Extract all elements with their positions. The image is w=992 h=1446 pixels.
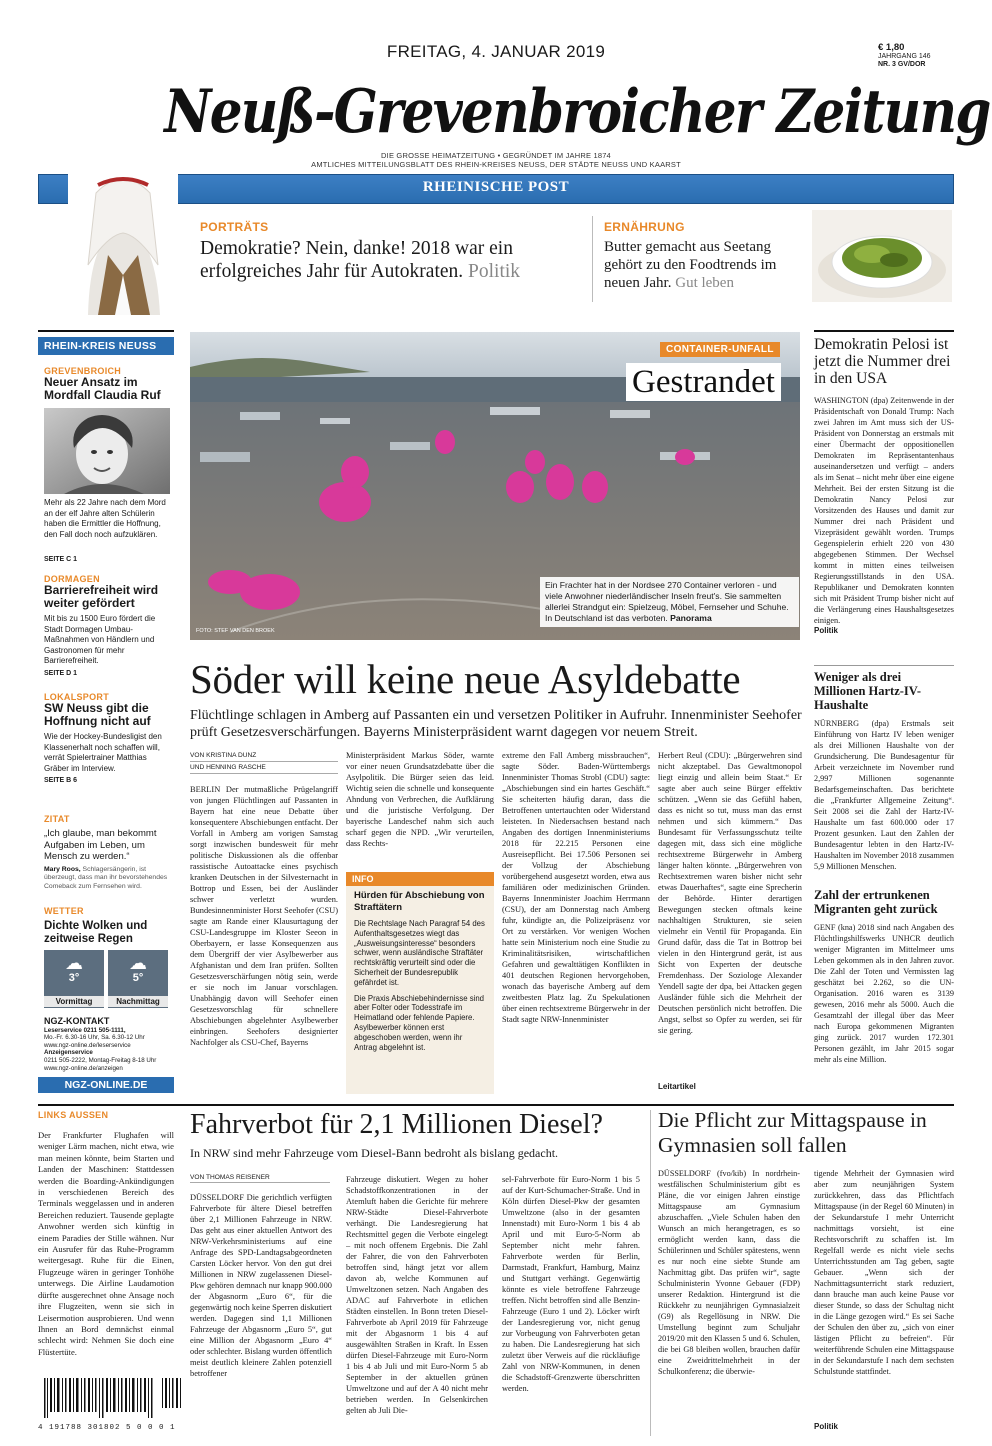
lead-column-2: Ministerpräsident Markus Söder, warnte vor einer neuen Grundsatzdebatte über die Asylpolitik. Die Bürger seien das leid. Wichtig seien die schnelle und konsequente Ahndung von Verbrechen, die Aufklärung und die juristische Verfolgung. Der bayerische Landeschef nahm sich auch scharf gegen die NPD. „Wir verurteilen, dass Rechts- <box>346 751 494 848</box>
left-item-kicker: LOKALSPORT <box>44 692 109 702</box>
lead-byline-1: VON KRISTINA DUNZ <box>190 750 338 762</box>
links-aussen-text: Der Frankfurter Flughafen will weniger Lärm machen, nicht etwa, wie man meinen könnte, beim Starten und Landen der Maschinen: Stattdessen werden die Boarding-Ankündigungen in verschiedenen Bereich des Terminals weggelassen und in anderen Bereichen reduziert. Tausende geplagte Anwohner werden sich künftig in einem Paradies der Stille wähnen. Nur ein Ausrufer für das Ruhe-Programm weitergesagt. Ruhe für die Einen, Flugzeuge wären in geringer Tonhöhe unterwegs. Die Airline Laudamotion dürfte ausgerechnet ohne Ansage noch ihre Flugzeiten, wenn sie sich in Leisermotion ausprobieren. Und wenn Ihnen an Bord demnächst einmal schlecht wird: Nehmen Sie doch eine Flüstertüte. <box>38 1130 174 1357</box>
zitat-author-text: Schlagersängerin, ist überzeugt, dass man ihr bevorstehendes Comeback zum Fernsehen wird. <box>44 865 168 890</box>
diesel-column-1: DÜSSELDORF Die gerichtlich verfügten Fahrverbote für ältere Diesel betreffen über 2,1 Millionen Fahrzeuge in NRW. Das geht aus einer aktuellen Antwort des NRW-Verkehrsministeriums auf eine Anfrage des SPD-Landtagsabgeordneten Carsten Löcker hervor. Von den gut drei Millionen in NRW zugelassenen Diesel-Pkw gehören demnach nur knapp 900.000 der Abgasnorm „Euro 6“, für die gegenwärtig noch keine Sperren diskutiert werden. Dagegen sind 1,1 Millionen Fahrzeuge der Abgasnorm „Euro 5“, gut eine Million der Abgasnorm „Euro 4“ oder schlechter. Bislang wurden öffentlich meist deutlich kleinere Zahlen potenziell betroffener <box>190 1193 332 1378</box>
weather-morning-temp: 3° <box>68 972 80 984</box>
diesel-headline[interactable]: Fahrverbot für 2,1 Millionen Diesel? <box>190 1109 603 1140</box>
teaser-divider <box>592 216 593 302</box>
rain-cloud-icon: ☁ <box>129 953 147 973</box>
diesel-column-3: sel-Fahrverbote für Euro-Norm 1 bis 5 auf der Kurt-Schumacher-Straße. Und in Köln dürfen Diesel-Pkw der gesamten Umweltzone (also in der gesamten Innenstadt) mit Euro-Norm 1 bis 4 ab April und mit Euro-5-Norm ab September nicht mehr fahren. Fahrverbote werden für Berlin, Darmstadt, Frankfurt, Hamburg, Mainz und Stuttgart verhängt. Gegenwärtig könnte es viele betroffene Fahrzeuge treffen. Nicht betroffen sind alle Benzin-Fahrzeuge (Euro 1 und 2). Löcker wirft der Landesregierung vor, nicht genug zur Vorbeugung von Fahrverboten getan zu haben. Die Landesregierung hat sich zuletzt über Verweis auf die rückläufige Zahl von NRW-Kommunen, in denen die Schadstoff-Grenzwerte überschritten werden. <box>502 1175 640 1393</box>
teaser-ernaehrung[interactable] <box>604 220 804 292</box>
left-item-dormagen[interactable] <box>44 574 172 677</box>
ngz-contact <box>44 1018 172 1072</box>
pelosi-text: WASHINGTON (dpa) Zeitenwende in der Präsidentschaft von Donald Trump: Nach zwei Jahren im Amt muss sich der US-Präsident von Donnerstag an erstmals mit einer Übermacht der oppositionellen Demokraten im Repräsentantenhaus auseinandersetzen und verfügt – anders als im Senat – nicht mehr über eine eigene Mehrheit. Bei der ersten Sitzung ist die Demokratin Nancy Pelosi zur Vorsitzenden des Hauses und damit zur Nummer drei nach Präsident und Vizepräsident gewählt worden. Trumps Gegenspielerin erhielt 220 von 430 abgegebenen Stimmen. Der Wechsel kommt in mitten eines teilweisen Regierungsstillstands in den USA. Republikaner und Demokraten konnten sich mit Präsident Trump bisher nicht auf die Verlängerung eines Haushaltsgesetzes einigen. <box>814 396 954 625</box>
contact-line: Anzeigenservice <box>44 1049 93 1057</box>
zitat-author: Mary Roos, <box>44 865 81 873</box>
price-block <box>878 44 931 70</box>
mittag-headline[interactable]: Die Pflicht zur Mittagspause in Gymnasien soll fallen <box>658 1108 927 1157</box>
lead-byline <box>190 750 338 774</box>
lead-column-4-ref: Leitartikel <box>658 1082 696 1091</box>
newspaper-title: Neuß-Grevenbroicher Zeitung <box>164 77 990 147</box>
weather-title: Dichte Wolken und zeitweise Regen <box>44 920 148 945</box>
left-item-text: Mehr als 22 Jahre nach dem Mord an der elf Jahre alten Schülerin haben die Ermittler die Hoffnung, den Fall doch noch aufzuklären. <box>44 498 166 539</box>
left-item-title: Barrierefreiheit wird weiter gefördert <box>44 583 159 610</box>
migranten-article[interactable] <box>814 888 954 1065</box>
weather-afternoon-temp: 5° <box>132 972 144 984</box>
left-item-text: Mit bis zu 1500 Euro fördert die Stadt Dormagen Umbau-Maßnahmen von Händlern und Gastronomen für mehr Barrierefreiheit. <box>44 614 156 665</box>
diesel-column-2: Fahrzeuge diskutiert. Wegen zu hoher Schadstoffkonzentrationen in der Atemluft haben die Gerichte für mehrere NRW-Städte Diesel-Fahrverbote verhängt. Die Landesregierung hat Rechtsmittel gegen die Verbote eingelegt – mit noch offenem Ergebnis. Die Zahl der Fahrer, die von den Fahrverboten betroffen sind, hängt jetzt vor allem davon ab, welche Kommunen auf Umweltzonen setzen. Nach Angaben des ADAC auf Fahrverbote in etlichen Städten einstellen. In Bonn treten Diesel-Fahrverbote ab April 2019 für Fahrzeuge mit der Abgasnorm 1 bis 4 auf ausgewählten Straßen in Kraft. In Essen dürfen Diesel-Fahrzeuge mit Euro-Norm 1 bis 4 ab Juli und mit Euro-Norm 5 ab September in der aktuellen grünen Umweltzone und auf der A 40 nicht mehr betrieben werden. In Gelsenkirchen gelten ab Juli Die- <box>346 1175 488 1415</box>
barcode-number: 4 191788 301802 5 0 0 0 1 <box>38 1424 176 1432</box>
left-item-kicker: GREVENBROICH <box>44 366 122 376</box>
info-kicker: INFO <box>346 872 494 886</box>
teaser-section: Gut leben <box>675 275 734 291</box>
partner-name: RHEINISCHE POST <box>422 179 570 195</box>
contact-line: 0211 505-2222, Montag-Freitag 8-18 Uhr <box>44 1056 157 1064</box>
tagline-2: AMTLICHES MITTEILUNGSBLATT DES RHEIN-KREISES NEUSS, DER STÄDTE NEUSS UND KAARST <box>311 160 681 169</box>
teaser-section: Politik <box>468 261 521 282</box>
barcode-graphic <box>38 1378 188 1420</box>
weather-afternoon-label: Nachmittag <box>108 996 168 1007</box>
left-column-top-rule <box>38 330 174 332</box>
website-link[interactable]: NGZ-ONLINE.DE <box>38 1077 174 1093</box>
hartz-text: NÜRNBERG (dpa) Erstmals seit Einführung von Hartz IV leben weniger als drei Millionen Haushalte von der Grundsicherung. Die Bundesagentur für Arbeit verzeichnete im November rund 2,997 Millionen sogenannte Bedarfsgemeinschaften. Das berichtete die „Frankfurter Allgemeine Zeitung“. Seit 2008 sei die Zahl der Hartz-IV-Haushalte um fast 600.000 oder 17 Prozent gesunken. Laut den Zahlen der Bundesagentur lebten in den Hartz-IV-Haushalten im November 2018 zusammen 5,9 Millionen Menschen. <box>814 719 954 871</box>
photo-kicker: CONTAINER-UNFALL <box>660 342 780 357</box>
rain-cloud-icon: ☁ <box>65 953 83 973</box>
mittag-ref: Politik <box>814 1422 839 1431</box>
volume: JAHRGANG 146 <box>878 52 931 60</box>
photo-caption <box>540 577 799 627</box>
contact-title: NGZ-KONTAKT <box>44 1016 110 1026</box>
lead-column-4: Herbert Reul (CDU): „Bürgerwehren sind nicht akzeptabel. Das Gewaltmonopol liegt einzig und allein beim Staat.“ Er sagte aber auch seine Bürger effektiv schützen. „Wenn sie das Gefühl haben, dass es nicht so tut, muss man das ernst nehmen und sich kümmern.“ Das Bundesamt für Verfassungsschutz teilte dagegen mit, dass sich eine mögliche rechtsextreme Bürgerwehr in Amberg länger halten könnte. „Bürgerwehren von Rechtsextremen waren bisher nicht sehr etwas Dauerhaftes“, sagte eine Sprecherin der Behörde. Hinter derartigen Bewegungen stecken oftmals keine nachhaltigen Strukturen, sie seien vielmehr ein Ventil für Propaganda. Ein Grund dafür, dass die Tat in Bottrop bei vielen in den Hintergrund gerät, ist aus Sicht von Experten der deutsche Fremdenhass. Der Soziologe Alexander Yendell sagte der dpa, bei Attacken gegen Ausländer fühle sich die Mehrheit der Deutschen persönlich nicht betroffen. Die Angst, selbst so Opfer zu werden, sei für sie gering. <box>658 751 802 1035</box>
photo-caption-text: Ein Frachter hat in der Nordsee 270 Container verloren - und viele Anwohner niederländischer Inseln freut's. Sie sammelten allerlei Strandgut ein: Spielzeug, Möbel, Fernseher und Schuhe. In Deutschland ist das verboten. <box>545 580 789 623</box>
left-item-title: SW Neuss gibt die Hoffnung nicht auf <box>44 701 151 728</box>
info-title: Hürden für Abschiebung von Straftätern <box>354 890 485 913</box>
hartz-article[interactable] <box>814 670 954 872</box>
price: € 1,80 <box>878 42 905 53</box>
mittag-column-1: DÜSSELDORF (fvo/kib) In nordrhein-westfälischen Schulministerium gibt es Pläne, die vor einigen Jahren einstige Mittagspause am Gymnasium abzuschaffen. „Viele Schulen haben den Wunsch an mich herangetragen, es so ermöglicht werden kann, dass die Schülerinnen und Schüler spätestens, wenn es nur noch eine siebte Stunde am Nachmittag gibt. Das prüfen wir“, sagte Schulministerin Yvonne Gebauer (FDP) unserer Redaktion. Hintergrund ist die Rückkehr zu neunjährigen Gymnasialzeit (G9) als Regellösung in NRW. Die Umstellung beginnt zum Schuljahr 2019/20 mit den Klassen 5 und 6. Schulen, die bei G8 bleiben wollen, brauchen dafür eine Zweidrittelmehrheit in der Schulkonferenz; die überwie- <box>658 1169 800 1376</box>
left-item-title: Neuer Ansatz im Mordfall Claudia Ruf <box>44 375 161 402</box>
left-item-kicker: DORMAGEN <box>44 574 100 584</box>
teaser-kicker: ERNÄHRUNG <box>604 220 685 234</box>
right-column-top-rule <box>814 330 954 332</box>
left-item-text: Wie der Hockey-Bundesligist den Klassenerhalt noch schaffen will, verrät Spielertrainer Matthias Gräber im Interview. <box>44 732 162 773</box>
pelosi-headline: Demokratin Pelosi ist jetzt die Nummer drei in den USA <box>814 336 951 387</box>
left-section-header: RHEIN-KREIS NEUSS <box>38 337 174 355</box>
left-zitat <box>44 814 172 891</box>
bottom-section-rule <box>38 1104 954 1106</box>
pelosi-ref: Politik <box>814 626 839 635</box>
left-item-lokalsport[interactable] <box>44 692 172 784</box>
tagline-1: DIE GROSSE HEIMATZEITUNG • GEGRÜNDET IM JAHRE 1874 <box>381 151 611 160</box>
contact-line: www.ngz-online.de/leserservice <box>44 1041 131 1049</box>
left-item-page-ref: SEITE D 1 <box>44 669 78 677</box>
lead-deck: Flüchtlinge schlagen in Amberg auf Passanten ein und versetzen Politiker in Aufruhr. Innenminister Seehofer prüft Gesetzesverschärfungen. Bayerns Ministerpräsident warnt dagegen vor neuem Streit. <box>190 708 802 740</box>
left-item-page-ref: SEITE B 6 <box>44 777 78 784</box>
issue-number: NR. 3 <box>878 61 896 68</box>
pelosi-article[interactable] <box>814 336 954 635</box>
teaser-text: Butter gemacht aus Seetang gehört zu den Foodtrends im neuen Jahr. <box>604 239 777 291</box>
info-text-1: Die Rechtslage Nach Paragraf 54 des Aufenthaltsgesetzes wiegt das „Ausweisungsinteresse“ besonders schwer, wenn ausländische Straftäter rechtskräftig verurteilt sind oder die Sicherheit der Bundesrepublik gefährdet ist. <box>354 919 485 987</box>
migranten-text: GENF (kna) 2018 sind nach Angaben des Flüchtlingshilfswerks UNHCR deutlich weniger Migranten im Mittelmeer ums Leben gekommen als in den Jahren zuvor. Die Zahl der Toten und Vermissten lag geschätzt bei 2.262, so die UN-Organisation. 2016 waren es 3139 gewesen, 2016 mehr als 5000. Auch die Gesamtzahl der illegal über das Meer nach Europa gekommenen Migranten ging zurück. 2017 wurden 172.301 Personen gezählt, im Jahr 2015 sogar mehr als eine Million. <box>814 923 954 1064</box>
left-item-grevenbroich[interactable] <box>44 366 172 402</box>
info-box <box>346 872 494 1094</box>
contact-line: www.ngz-online.de/anzeigen <box>44 1064 123 1072</box>
lead-headline[interactable]: Söder will keine neue Asyldebatte <box>190 656 741 702</box>
contact-line: Leserservice 0211 505-1111, <box>44 1026 126 1034</box>
info-text-2: Die Praxis Abschiebehindernisse sind aber Folter oder Todesstrafe im Heimatland oder fehlende Papiere. Asylbewerber können erst abgeschoben werden, wenn ihr Antrag abgelehnt ist. <box>354 993 485 1052</box>
weather-kicker: WETTER <box>44 906 84 916</box>
bottom-divider <box>650 1110 651 1436</box>
teaser-text: Demokratie? Nein, danke! 2018 war ein erfolgreiches Jahr für Autokraten. <box>200 238 513 282</box>
left-item-page-ref: SEITE C 1 <box>44 556 78 563</box>
photo-credit: FOTO: STEF VAN DEN BROEK <box>196 628 275 634</box>
migranten-headline: Zahl der ertrunkenen Migranten geht zurück <box>814 888 938 916</box>
lead-byline-2: UND HENNING RASCHE <box>190 762 338 774</box>
lead-column-3: extreme den Fall Amberg missbrauchen“, sagte Söder. Baden-Württembergs Innenminister Thomas Strobl (CDU) sagte: „Abschiebungen sind ein hartes Geschäft.“ Sie scheiterten häufig daran, dass die Betroffenen untertauchten oder Widerstand leisteten. In Niedersachsen bestand nach Angaben des dortigen Innenministeriums 2018 für 22.215 Personen eine Ausreisepflicht. Bei 17.506 Personen sei der Vollzug der Abschiebung vorübergehend ausgesetzt worden, etwa aus familiären oder medizinischen Gründen. Bayerns Innenminister Joachim Herrmann (CSU), der am Donnerstag nach Amberg fuhr, kündigte an, die Polizeipräsenz vor Ort zu verstärken. Vor wenigen Wochen hatte sein Ministerium noch eine Studie zu Kriminalitätsrisiken, wirtschaftlichen Gefahren und gewalttätigen Konflikten in 401 deutschen Regionen hervorgehoben, wonach das bayerische Amberg auf dem zweitbesten Platz lag. Zu Spekulationen über einen rechtsextreme Bürgerwehr in der Stadt sagte NRW-Innenminister <box>502 751 650 1024</box>
left-weather <box>44 906 172 946</box>
claudia-ruf-photo <box>44 408 170 494</box>
seaweed-bowl-image <box>812 210 952 302</box>
contact-line: Mo.-Fr. 6.30-16 Uhr, Sa. 6.30-12 Uhr <box>44 1034 145 1042</box>
teaser-portrait-image <box>68 155 178 315</box>
issue-date: FREITAG, 4. JANUAR 2019 <box>386 42 606 61</box>
zitat-kicker: ZITAT <box>44 814 70 824</box>
diesel-byline: VON THOMAS REISENER <box>190 1174 330 1183</box>
zitat-quote: „Ich glaube, man bekommt Aufgaben im Leben, um Mensch zu werden.“ <box>44 828 157 862</box>
links-aussen-kicker: LINKS AUSSEN <box>38 1110 109 1120</box>
photo-caption-ref: Panorama <box>670 613 712 623</box>
mittag-column-2: tigende Mehrheit der Gymnasien wird aber zum neunjährigen System zurückkehren, dass das Pflichtfach Mittagspause (in der Regel 60 Minuten) in der Sekundarstufe I mehr Unterricht nachmittags vorsieht, ist eine Rechtsvorschrift zu schaffen ist. Im Regelfall werde es nicht viele sechs Unterrichtsstunden am Tag geben, sagte Gebauer. „Wenn sich der Nachmittagsunterricht stark reduziert, dann brauche man auch keine Pause vor dieser Stunde, so dass der Schultag nicht in die Länge gezogen wird.“ Es sei Sache der Schulen den über zu, „sich von einer lästigen Pflicht zu befreien“. Für weiterführende Schulen eine Mittagspause in der Sekundarstufe I nach dem sechsten Schulstunde stattfindet. <box>814 1169 954 1376</box>
weather-morning-label: Vormittag <box>44 996 104 1007</box>
right-divider-1 <box>814 665 954 666</box>
hartz-headline: Weniger als drei Millionen Hartz-IV-Haushalte <box>814 670 922 712</box>
teaser-portraets[interactable] <box>200 220 580 283</box>
edition-code: GV/DOR <box>897 61 926 68</box>
lead-column-1: BERLIN Der mutmaßliche Prügelangriff von jungen Flüchtlingen auf Passanten in Bayern hat eine neue Debatte über konsequentere Abschiebungen entfacht. Der Vorfall in Amberg am vorigen Samstag sorgt inzwischen bundesweit für mehr politische Diskussionen als die offenbar rassistische Autoattacke eines psychisch kranken Deutschen in der Silvesternacht in Bottrop und Essen, bei der Ausländer schwer verletzt wurden. Bundesinnenminister Horst Seehofer (CSU) sagte am Rande einer Klausurtagung der CSU-Landesgruppe im Kloster Seeon in Oberbayern, er lasse Konsequenzen aus dem Übergriff der vier Asylbewerber aus Afghanistan und dem Iran prüfen. Sollten Gesetzesverschärfungen nötig sein, werde er sie noch im Januar vorschlagen. Unabhängig davon will Seehofer einen Gesetzesvorschlag für schnellere Abschiebungen abgelehnter Asylbewerber einbringen. Seehofers designierter Nachfolger als CSU-Chef, Bayerns <box>190 785 338 1047</box>
teaser-kicker: PORTRÄTS <box>200 220 269 234</box>
barcode <box>38 1378 188 1430</box>
diesel-deck: In NRW sind mehr Fahrzeuge vom Diesel-Bann bedroht als bislang gedacht. <box>190 1146 559 1160</box>
photo-title: Gestrandet <box>626 363 781 401</box>
